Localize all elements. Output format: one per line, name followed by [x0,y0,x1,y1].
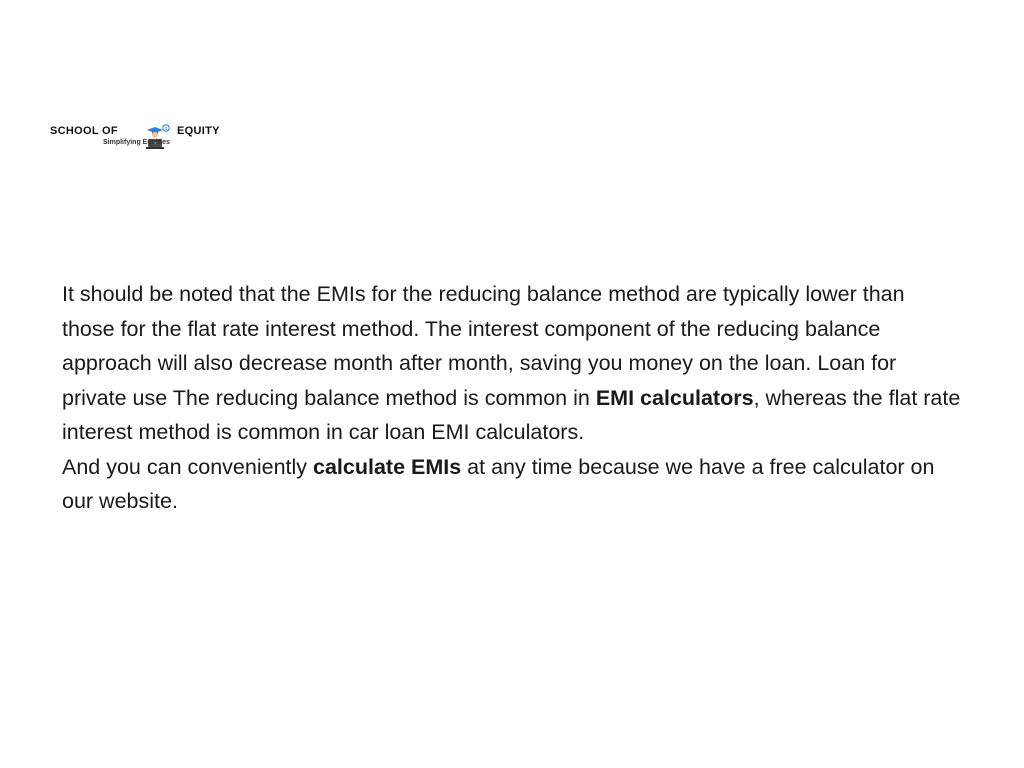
paragraph-2-text-after: at any time because we have a free calculator on our website. [62,454,935,513]
paragraph-2 [62,450,962,519]
paragraph-1-text-after: , whereas the flat rate interest method is common in car loan EMI calculators. [62,385,961,444]
logo-word-right: EQUITY [177,125,220,137]
paragraph-1 [62,277,962,450]
svg-text:$: $ [164,127,168,132]
logo-wordmark [50,124,240,138]
calculate-emis-bold: calculate EMIs [313,454,462,479]
paragraph-2-text-before: And you can conveniently [62,454,313,479]
logo-word-left: SCHOOL OF [50,125,118,137]
emi-calculators-bold: EMI calculators [595,385,754,410]
logo-tagline: Simplifying Equities [103,139,170,146]
school-of-equity-logo [50,112,240,152]
body-text [62,277,962,519]
paragraph-1-text-before: It should be noted that the EMIs for the reducing balance method are typically lower than those for the flat rate interest method. The interest component of the reducing balance approach will also decrease month after month, saving you money on the loan. Loan for private use The reducing balance method is common in [62,282,905,410]
